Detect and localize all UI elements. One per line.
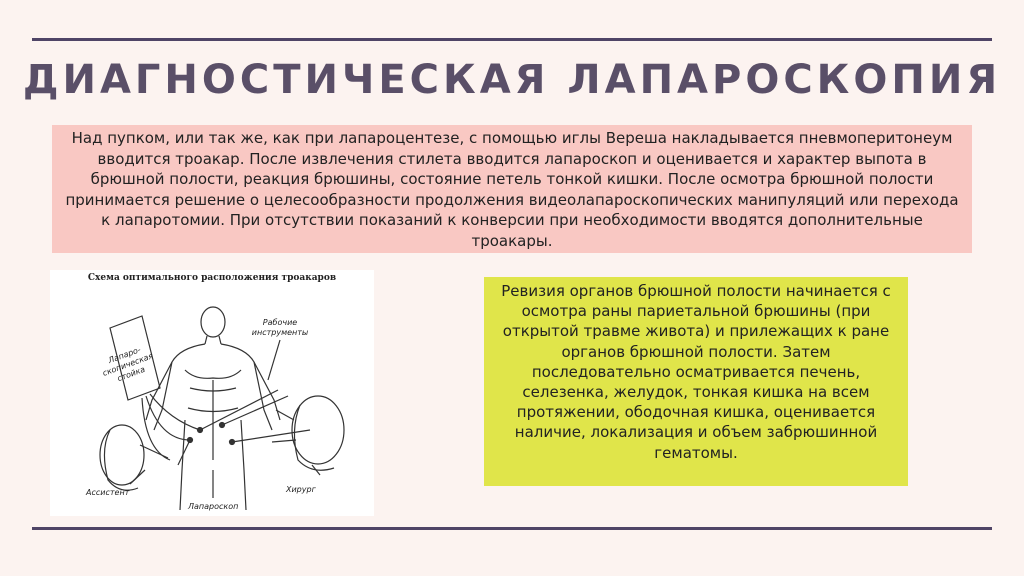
diagram-caption: Схема оптимального расположения троакаров: [87, 273, 337, 283]
intro-text-box: Над пупком, или так же, как при лапароцентезе, с помощью иглы Вереша накладывается пневмоперитонеум вводится троакар. После извлечения стилета вводится лапароскоп и оценивается и характер выпота в брюшной полости, реакция брюшины, состояние петель тонкой кишки. После осмотра брюшной полости принимается решение о целесообразности продолжения видеолапароскопических манипуляций или перехода к лапаротомии. При отсутствии показаний к конверсии при необходимости вводятся дополнительные троакары.: [52, 125, 972, 253]
page-title: ДИАГНОСТИЧЕСКАЯ ЛАПАРОСКОПИЯ: [22, 57, 1002, 103]
trocar-diagram: [50, 270, 374, 516]
label-surgeon: Хирург: [286, 485, 316, 494]
diagram-illustration: [50, 270, 374, 516]
bottom-divider: [32, 527, 992, 530]
label-working-tools: Рабочие инструменты: [251, 318, 309, 337]
title-container: [0, 56, 1024, 118]
label-laparoscope: Лапароскоп: [188, 502, 239, 511]
label-assistant: Ассистент: [86, 488, 130, 497]
revision-text-box: Ревизия органов брюшной полости начинается с осмотра раны париетальной брюшины (при открытой травме живота) и прилежащих к ране органов брюшной полости. Затем последовательно осматривается печень, селезенка, желудок, тонкая кишка на всем протяжении, ободочная кишка, оценивается наличие, локализация и объем забрюшинной гематомы.: [484, 277, 908, 486]
label-laparoscopic-stand: Лапаро-скопическая стойка: [101, 345, 155, 384]
top-divider: [32, 38, 992, 41]
